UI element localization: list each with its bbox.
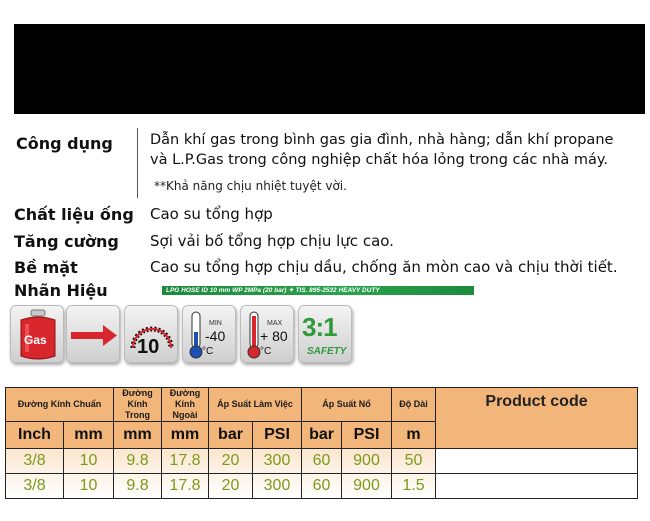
unit-mm: mm [64, 422, 114, 449]
pressure-gauge-icon [124, 305, 178, 363]
label-divider [137, 128, 138, 198]
header-length: Độ Dài [392, 388, 436, 422]
table-cell: 60 [302, 474, 342, 499]
header-nominal-diameter: Đường Kính Chuẩn [6, 388, 114, 422]
spec-table [5, 387, 638, 499]
min-label: MIN [209, 320, 222, 327]
material-label: Chất liệu ống [14, 205, 134, 224]
gas-cylinder-label: Gas [24, 333, 47, 347]
min-value: -40 [205, 328, 226, 344]
header-working-pressure: Áp Suất Làm Việc [209, 388, 302, 422]
product-code-cell [436, 449, 638, 474]
pressure-value: 10 [137, 336, 160, 358]
min-temperature-icon [182, 305, 236, 363]
safety-ratio: 3:1 [302, 312, 337, 342]
safety-ratio-icon [298, 305, 352, 363]
unit-mm: mm [114, 422, 162, 449]
table-cell: 900 [342, 474, 392, 499]
product-code-cell [436, 474, 638, 499]
table-row [6, 449, 638, 474]
table-cell: 1.5 [392, 474, 436, 499]
surface-value: Cao su tổng hợp chịu dầu, chống ăn mòn cao và chịu thời tiết. [150, 258, 618, 276]
header-burst-pressure: Áp Suất Nổ [302, 388, 392, 422]
brand-strip: LPG HOSE ID 10 mm WP 2MPa (20 bar) ✦ TIS. 895-2532 HEAVY DUTY [162, 286, 474, 295]
max-value: + 80 [260, 328, 288, 344]
table-cell: 3/8 [6, 449, 64, 474]
table-cell: 9.8 [114, 449, 162, 474]
unit-mm: mm [162, 422, 209, 449]
table-cell: 300 [253, 474, 302, 499]
gas-cylinder-icon [10, 305, 64, 363]
max-label: MAX [267, 320, 283, 327]
table-cell: 60 [302, 449, 342, 474]
table-cell: 10 [64, 449, 114, 474]
table-row [6, 474, 638, 499]
table-cell: 900 [342, 449, 392, 474]
max-temperature-icon [240, 305, 294, 363]
table-cell: 20 [209, 474, 253, 499]
reinforcement-value: Sợi vải bố tổng hợp chịu lực cao. [150, 232, 394, 250]
header-banner [14, 24, 645, 114]
unit-inch: Inch [6, 422, 64, 449]
unit-psi: PSI [342, 422, 392, 449]
table-cell: 300 [253, 449, 302, 474]
unit-bar: bar [209, 422, 253, 449]
table-cell: 9.8 [114, 474, 162, 499]
reinforcement-label: Tăng cường [14, 232, 119, 251]
max-unit: °C [260, 346, 272, 357]
usage-label: Công dụng [16, 134, 113, 153]
usage-text-line2: và L.P.Gas trong công nghiệp chất hóa lỏng trong các nhà máy. [150, 152, 608, 168]
material-value: Cao su tổng hợp [150, 205, 273, 223]
unit-psi: PSI [253, 422, 302, 449]
header-outer-diameter: Đường Kính Ngoài [162, 388, 209, 422]
flow-arrow-icon [66, 305, 120, 363]
usage-note: **Khả năng chịu nhiệt tuyệt vời. [154, 179, 347, 193]
table-cell: 3/8 [6, 474, 64, 499]
header-inner-diameter: Đường Kính Trong [114, 388, 162, 422]
header-product-code: Product code [436, 388, 638, 449]
table-cell: 50 [392, 449, 436, 474]
safety-label: SAFETY [307, 346, 347, 357]
table-cell: 17.8 [162, 474, 209, 499]
usage-text-line1: Dẫn khí gas trong bình gas gia đình, nhà hàng; dẫn khí propane [150, 132, 614, 148]
table-cell: 20 [209, 449, 253, 474]
table-cell: 10 [64, 474, 114, 499]
surface-label: Bề mặt [14, 258, 78, 277]
table-header-row-top [6, 388, 638, 422]
min-unit: °C [202, 346, 214, 357]
unit-m: m [392, 422, 436, 449]
unit-bar: bar [302, 422, 342, 449]
brand-label: Nhãn Hiệu [14, 281, 108, 300]
table-cell: 17.8 [162, 449, 209, 474]
